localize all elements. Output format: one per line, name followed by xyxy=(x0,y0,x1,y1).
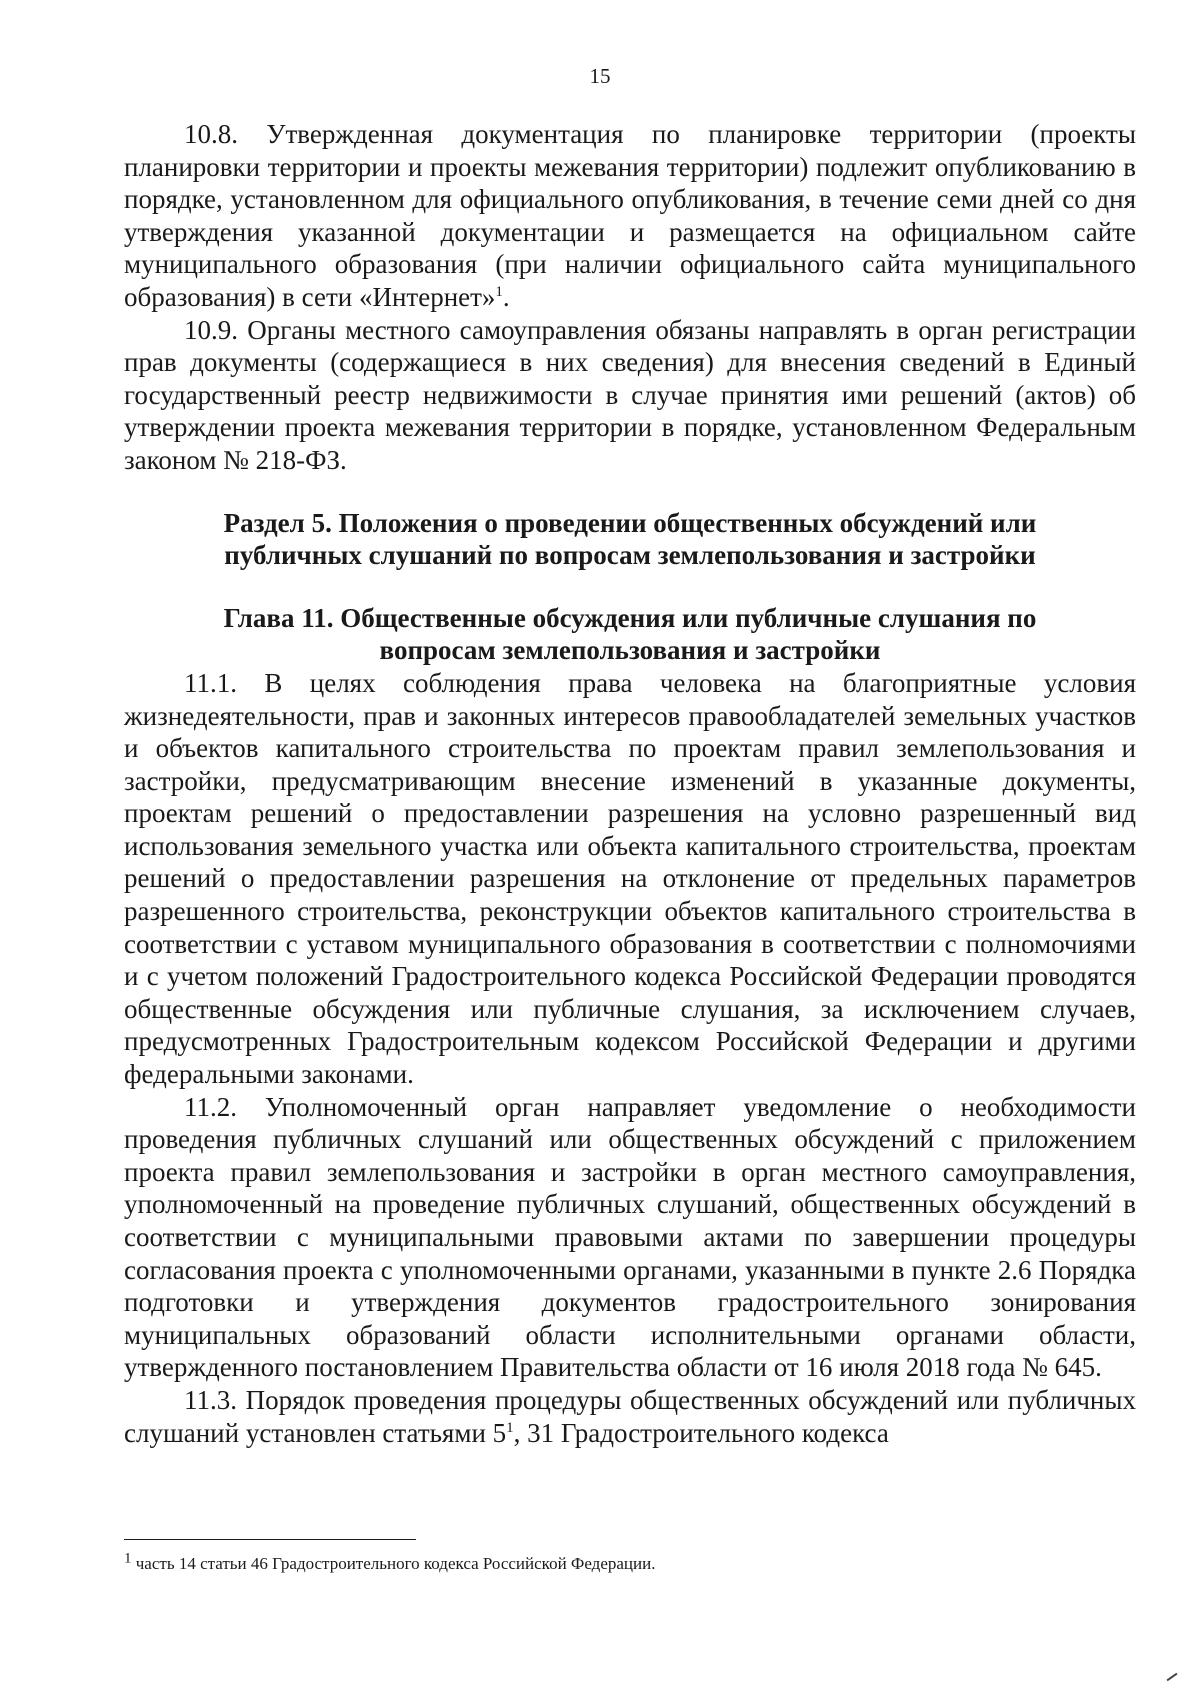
paragraph-10-9: 10.9. Органы местного самоуправления обязаны направлять в орган регистрации прав документы (содержащиеся в них сведения) для внесения сведений в Единый государственный реестр недвижимости в случае принятия ими решений (актов) об утверждении проекта межевания территории в порядке, установленном Федеральным законом № 218-ФЗ. xyxy=(124,314,1136,475)
section-heading-line-2: публичных слушаний по вопросам землепользования и застройки xyxy=(224,540,1036,571)
page-number: 15 xyxy=(589,64,611,88)
footnote-marker: 1 xyxy=(124,1550,132,1567)
footnote xyxy=(124,1550,1124,1575)
footnote-divider xyxy=(124,1539,416,1540)
paragraph-10-8 xyxy=(124,118,1136,314)
document-body xyxy=(124,118,1136,1449)
paragraph-11-3-text: 11.3. Порядок проведения процедуры общественных обсуждений или публичных слушаний установлен статьями 5 xyxy=(124,1384,1136,1448)
paragraph-11-3 xyxy=(124,1384,1136,1449)
paragraph-10-8-text: 10.8. Утвержденная документация по планировке территории (проекты планировки территории и проекты межевания территории) подлежит опубликованию в порядке, установленном для официального опубликования, в течение семи дней со дня утверждения указанной документации и размещается на официальном сайте муниципального образования (при наличии официального сайта муниципального образования) в сети «Интернет» xyxy=(124,119,1136,312)
chapter-heading xyxy=(124,602,1136,667)
footnote-reference: 1 xyxy=(495,283,503,300)
article-superscript: 1 xyxy=(506,1419,514,1436)
chapter-heading-line-1: Глава 11. Общественные обсуждения или публичные слушания по xyxy=(223,602,1037,633)
paragraph-11-3-end: , 31 Градостроительного кодекса xyxy=(513,1417,889,1448)
chapter-heading-line-2: вопросам землепользования и застройки xyxy=(379,635,881,666)
paragraph-11-2: 11.2. Уполномоченный орган направляет уведомление о необходимости проведения публичных слушаний или общественных обсуждений с приложением проекта правил землепользования и застройки в орган местного самоуправления, уполномоченный на проведение публичных слушаний, общественных обсуждений в соответствии с муниципальными правовыми актами по завершении процедуры согласования проекта с уполномоченными органами, указанными в пункте 2.6 Порядка подготовки и утверждения документов градостроительного зонирования муниципальных образований области исполнительными органами области, утвержденного постановлением Правительства области от 16 июля 2018 года № 645. xyxy=(124,1091,1136,1383)
section-heading-line-1: Раздел 5. Положения о проведении общественных обсуждений или xyxy=(223,507,1037,538)
paragraph-10-8-end: . xyxy=(502,281,510,312)
footnote-text: часть 14 статьи 46 Градостроительного кодекса Российской Федерации. xyxy=(131,1554,656,1573)
section-heading xyxy=(124,507,1136,572)
paragraph-11-1: 11.1. В целях соблюдения права человека на благоприятные условия жизнедеятельности, прав и законных интересов правообладателей земельных участков и объектов капитального строительства по проектам правил землепользования и застройки, предусматривающим внесение изменений в указанные документы, проектам решений о предоставлении разрешения на условно разрешенный вид использования земельного участка или объекта капитального строительства, проектам решений о предоставлении разрешения на отклонение от предельных параметров разрешенного строительства, реконструкции объектов капитального строительства в соответствии с уставом муниципального образования в соответствии с полномочиями и с учетом положений Градостроительного кодекса Российской Федерации проводятся общественные обсуждения или публичные слушания, за исключением случаев, предусмотренных Градостроительным кодексом Российской Федерации и другими федеральными законами. xyxy=(124,667,1136,1090)
scan-edge-mark xyxy=(1167,1673,1178,1682)
